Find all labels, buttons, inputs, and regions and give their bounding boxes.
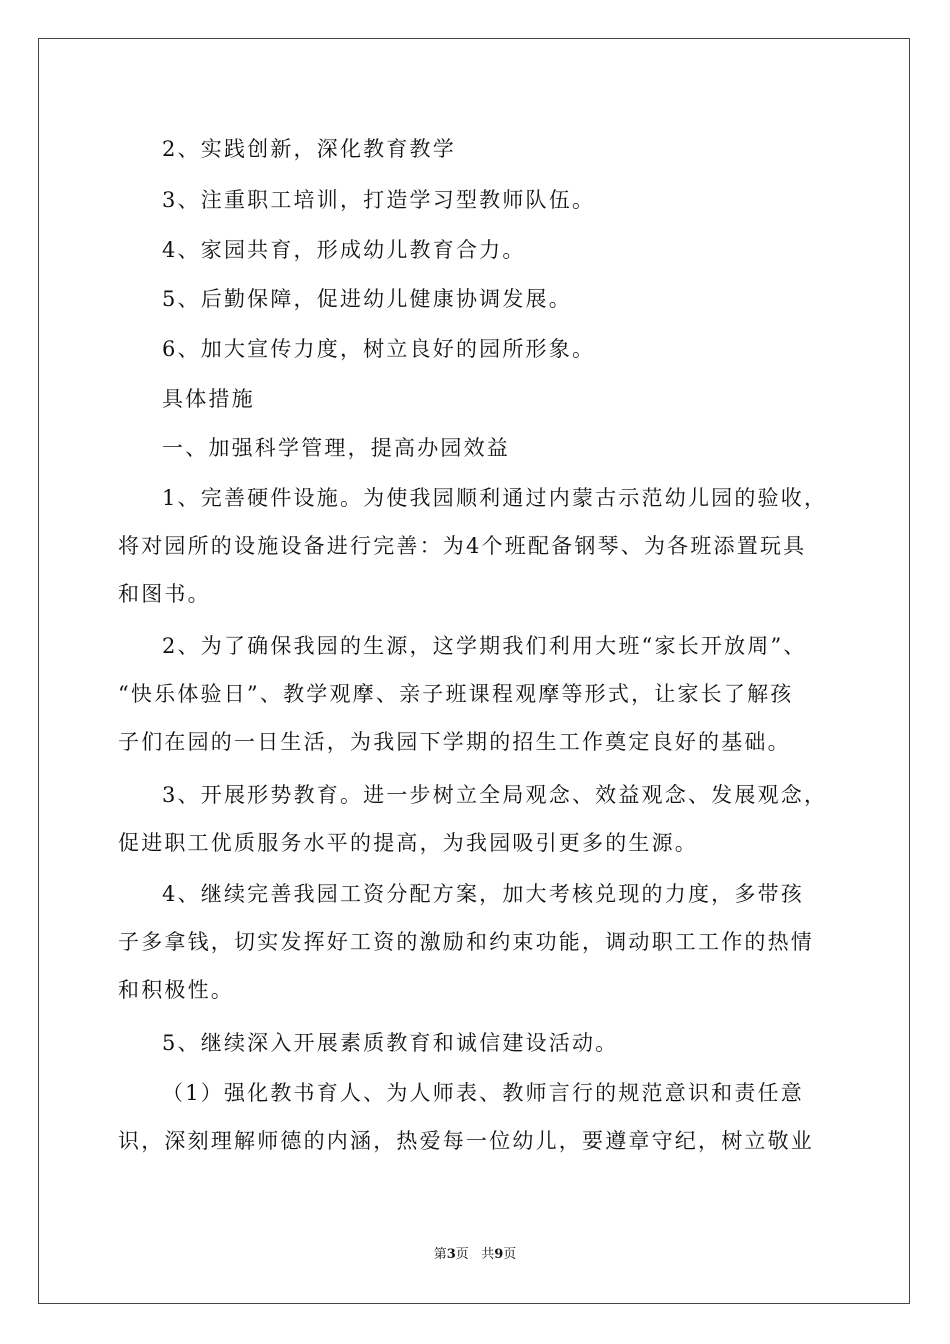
section-heading: 一、加强科学管理，提高办园效益 xyxy=(162,436,510,460)
paragraph: 5、继续深入开展素质教育和诚信建设活动。 xyxy=(162,1031,619,1055)
paragraph: （1）强化教书育人、为人师表、教师言行的规范意识和责任意 识，深刻理解师德的内涵，热爱每一位幼儿，要遵章守纪，树立敬业 xyxy=(118,1081,814,1153)
section-heading: 具体措施 xyxy=(162,387,255,411)
paragraph: 2、实践创新，深化教育教学 xyxy=(162,137,456,161)
paragraph: 2、为了确保我园的生源，这学期我们利用大班“家长开放周”、 “快乐体验日”、教学观摩、亲子班课程观摩等形式，让家长了解孩 子们在园的一日生活，为我园下学期的招生工作奠定良好的基础。 xyxy=(118,634,807,754)
page-footer xyxy=(0,1243,950,1262)
paragraph: 4、家园共育，形成幼儿教育合力。 xyxy=(162,238,526,262)
paragraph: 4、继续完善我园工资分配方案，加大考核兑现的力度，多带孩 子多拿钱，切实发挥好工资的激励和约束功能，调动职工工作的热情 和积极性。 xyxy=(118,882,814,1002)
page-number-label: 第3页 xyxy=(433,1247,469,1262)
paragraph: 3、开展形势教育。进一步树立全局观念、效益观念、发展观念， 促进职工优质服务水平的提高，为我园吸引更多的生源。 xyxy=(118,783,828,855)
paragraph: 6、加大宣传力度，树立良好的园所形象。 xyxy=(162,337,596,361)
paragraph: 3、注重职工培训，打造学习型教师队伍。 xyxy=(162,188,596,212)
total-pages-label: 共9页 xyxy=(481,1247,517,1262)
paragraph: 5、后勤保障，促进幼儿健康协调发展。 xyxy=(162,287,572,311)
paragraph: 1、完善硬件设施。为使我园顺利通过内蒙古示范幼儿园的验收， 将对园所的设施设备进行完善：为4个班配备钢琴、为各班添置玩具 和图书。 xyxy=(118,486,828,606)
